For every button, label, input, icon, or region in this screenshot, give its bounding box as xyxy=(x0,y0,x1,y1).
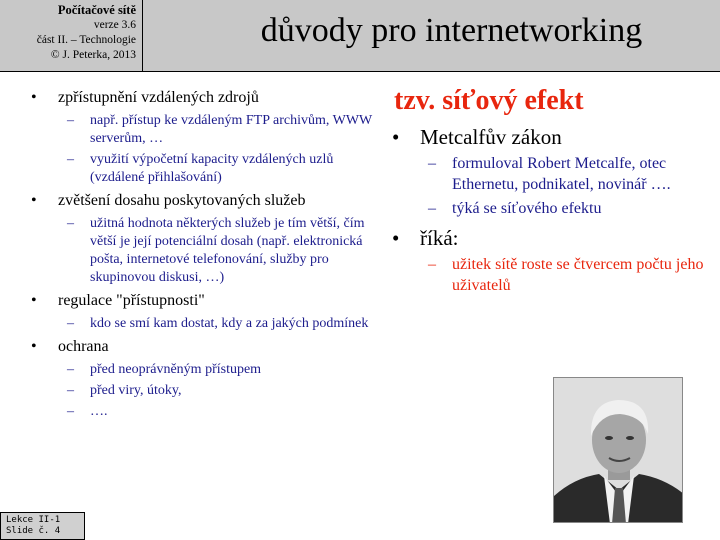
sub-bullet-text: využití výpočetní kapacity vzdálených uzlů (vzdálené přihlašování) xyxy=(90,152,334,185)
dash-icon: – xyxy=(67,216,74,231)
dash-icon: – xyxy=(67,362,74,377)
title-bar xyxy=(143,0,720,72)
sub-bullet-text: týká se síťového efektu xyxy=(452,200,602,217)
bullet-text: říká: xyxy=(420,226,459,250)
bullet-icon: • xyxy=(31,192,37,209)
bullet-text: zvětšení dosahu poskytovaných služeb xyxy=(58,192,306,209)
dash-icon: – xyxy=(67,316,74,331)
sub-bullet-item xyxy=(0,361,385,379)
sub-bullet-item xyxy=(0,403,385,421)
sub-bullet-text: užitná hodnota některých služeb je tím větší, čím větší je její potenciální dosah (např. elektronická pošta, internetové telefonování, služby pro skupinovou diskusi, …) xyxy=(90,216,365,285)
sub-bullet-item xyxy=(392,254,720,296)
sub-bullet-text: např. přístup ke vzdáleným FTP archivům, WWW serverům, … xyxy=(90,113,373,146)
slide-label: Slide č. 4 xyxy=(6,526,61,536)
sub-bullet-text: formuloval Robert Metcalfe, otec Ethernetu, podnikatel, novinář …. xyxy=(452,155,671,193)
sub-bullet-item xyxy=(0,112,385,148)
bullet-icon: • xyxy=(31,292,37,309)
sub-bullet-text: …. xyxy=(90,404,108,419)
bullet-item xyxy=(0,88,385,108)
bullet-text: ochrana xyxy=(58,338,109,355)
portrait-photo xyxy=(553,377,683,523)
sub-bullet-text: před neoprávněným přístupem xyxy=(90,362,262,377)
dash-icon: – xyxy=(67,404,74,419)
dash-icon: – xyxy=(67,383,74,398)
bullet-group xyxy=(0,191,385,287)
bullet-icon: • xyxy=(392,226,400,250)
bullet-group xyxy=(0,291,385,333)
bullet-item xyxy=(392,124,720,150)
bullet-text: zpřístupnění vzdálených zdrojů xyxy=(58,89,259,106)
course-copyright: © J. Peterka, 2013 xyxy=(50,49,136,61)
course-part: část II. – Technologie xyxy=(36,34,136,46)
bullet-icon: • xyxy=(31,338,37,355)
bullet-text: regulace "přístupnosti" xyxy=(58,292,205,309)
slide-title: důvody pro internetworking xyxy=(260,12,643,49)
sub-bullet-item xyxy=(0,315,385,333)
sub-bullet-item xyxy=(0,151,385,187)
right-column xyxy=(392,84,720,296)
bullet-item xyxy=(392,225,720,251)
lesson-label: Lekce II-1 xyxy=(6,515,61,525)
dash-icon: – xyxy=(428,155,436,172)
course-title: Počítačové sítě xyxy=(57,3,136,17)
bullet-item xyxy=(0,291,385,311)
portrait-illustration xyxy=(554,378,683,523)
course-info-box xyxy=(0,0,143,72)
sub-bullet-item xyxy=(392,153,720,195)
bullet-icon: • xyxy=(392,125,400,149)
dash-icon: – xyxy=(428,256,436,273)
slide-number-box xyxy=(0,512,85,540)
bullet-icon: • xyxy=(31,89,37,106)
bullet-item xyxy=(0,337,385,357)
sub-bullet-item xyxy=(0,382,385,400)
dash-icon: – xyxy=(67,113,74,128)
dash-icon: – xyxy=(428,200,436,217)
sub-bullet-text: užitek sítě roste se čtvercem počtu jeho uživatelů xyxy=(452,256,704,294)
dash-icon: – xyxy=(67,152,74,167)
sub-bullet-text: kdo se smí kam dostat, kdy a za jakých podmínek xyxy=(90,316,369,331)
sub-bullet-item xyxy=(0,215,385,287)
sub-bullet-item xyxy=(392,198,720,219)
bullet-text: Metcalfův zákon xyxy=(420,125,562,149)
course-version: verze 3.6 xyxy=(93,19,136,31)
network-effect-heading: tzv. síťový efekt xyxy=(394,85,584,116)
bullet-group xyxy=(0,88,385,187)
bullet-item xyxy=(0,191,385,211)
sub-bullet-text: před viry, útoky, xyxy=(90,383,182,398)
left-bullet-list xyxy=(0,88,385,425)
bullet-group xyxy=(0,337,385,421)
